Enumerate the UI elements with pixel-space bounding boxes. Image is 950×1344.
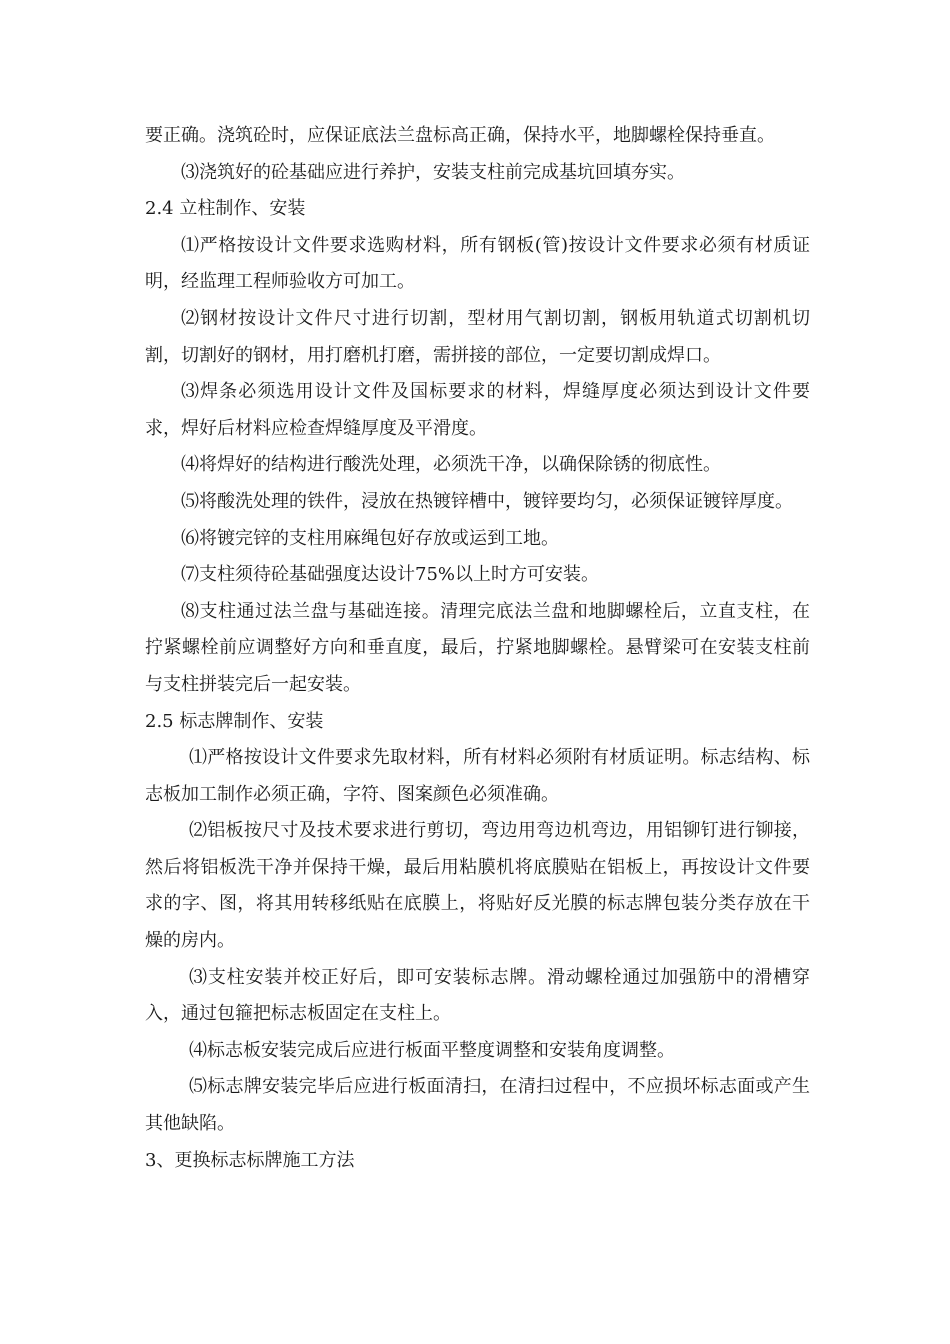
document-body [145,118,810,1179]
paragraph-2-5-item-5: ⑸标志牌安装完毕后应进行板面清扫，在清扫过程中，不应损坏标志面或产生其他缺陷。 [145,1076,810,1135]
paragraph-2-4-item-3: ⑶焊条必须选用设计文件及国标要求的材料，焊缝厚度必须达到设计文件要求，焊好后材料应检查焊缝厚度及平滑度。 [145,381,810,439]
section-heading-2-4: 2.4 立柱制作、安装 [145,198,306,220]
paragraph-2-5-item-1: ⑴严格按设计文件要求先取材料，所有材料必须附有材质证明。标志结构、标志板加工制作必须正确，字符、图案颜色必须准确。 [145,747,810,805]
paragraph-2-4-item-6: ⑹将镀完锌的支柱用麻绳包好存放或运到工地。 [181,527,559,549]
paragraph-continuation: 要正确。浇筑砼时，应保证底法兰盘标高正确，保持水平，地脚螺栓保持垂直。 [145,125,775,146]
paragraph-2-4-item-2: ⑵钢材按设计文件尺寸进行切割，型材用气割切割，钢板用轨道式切割机切割，切割好的钢材，用打磨机打磨，需拼接的部位，一定要切割成焊口。 [145,307,810,366]
paragraph-2-5-item-3: ⑶支柱安装并校正好后，即可安装标志牌。滑动螺栓通过加强筋中的滑槽穿入，通过包箍把标志板固定在支柱上。 [145,966,810,1025]
paragraph-2-5-item-4: ⑷标志板安装完成后应进行板面平整度调整和安装角度调整。 [189,1039,675,1061]
paragraph-2-4-item-7: ⑺支柱须待砼基础强度达设计75%以上时方可安装。 [181,564,600,586]
section-heading-2-5: 2.5 标志牌制作、安装 [145,710,324,732]
section-heading-3: 3、更换标志标牌施工方法 [145,1149,355,1171]
paragraph-2-4-item-8: ⑻支柱通过法兰盘与基础连接。清理完底法兰盘和地脚螺栓后，立直支柱，在拧紧螺栓前应调整好方向和垂直度，最后，拧紧地脚螺栓。悬臂梁可在安装支柱前与支柱拼装完后一起安装。 [145,600,810,695]
paragraph-2-4-item-5: ⑸将酸洗处理的铁件，浸放在热镀锌槽中，镀锌要均匀，必须保证镀锌厚度。 [181,490,793,512]
paragraph-2-3-item-3: ⑶浇筑好的砼基础应进行养护，安装支柱前完成基坑回填夯实。 [181,161,685,183]
paragraph-2-4-item-1: ⑴严格按设计文件要求选购材料，所有钢板(管)按设计文件要求必须有材质证明，经监理工程师验收方可加工。 [145,234,810,293]
paragraph-2-5-item-2: ⑵铝板按尺寸及技术要求进行剪切，弯边用弯边机弯边，用铝铆钉进行铆接，然后将铝板洗干净并保持干燥，最后用粘膜机将底膜贴在铝板上，再按设计文件要求的字、图，将其用转移纸贴在底膜上，将贴好反光膜的标志牌包装分类存放在干燥的房内。 [145,820,810,952]
paragraph-2-4-item-4: ⑷将焊好的结构进行酸洗处理，必须洗干净，以确保除锈的彻底性。 [181,454,721,476]
